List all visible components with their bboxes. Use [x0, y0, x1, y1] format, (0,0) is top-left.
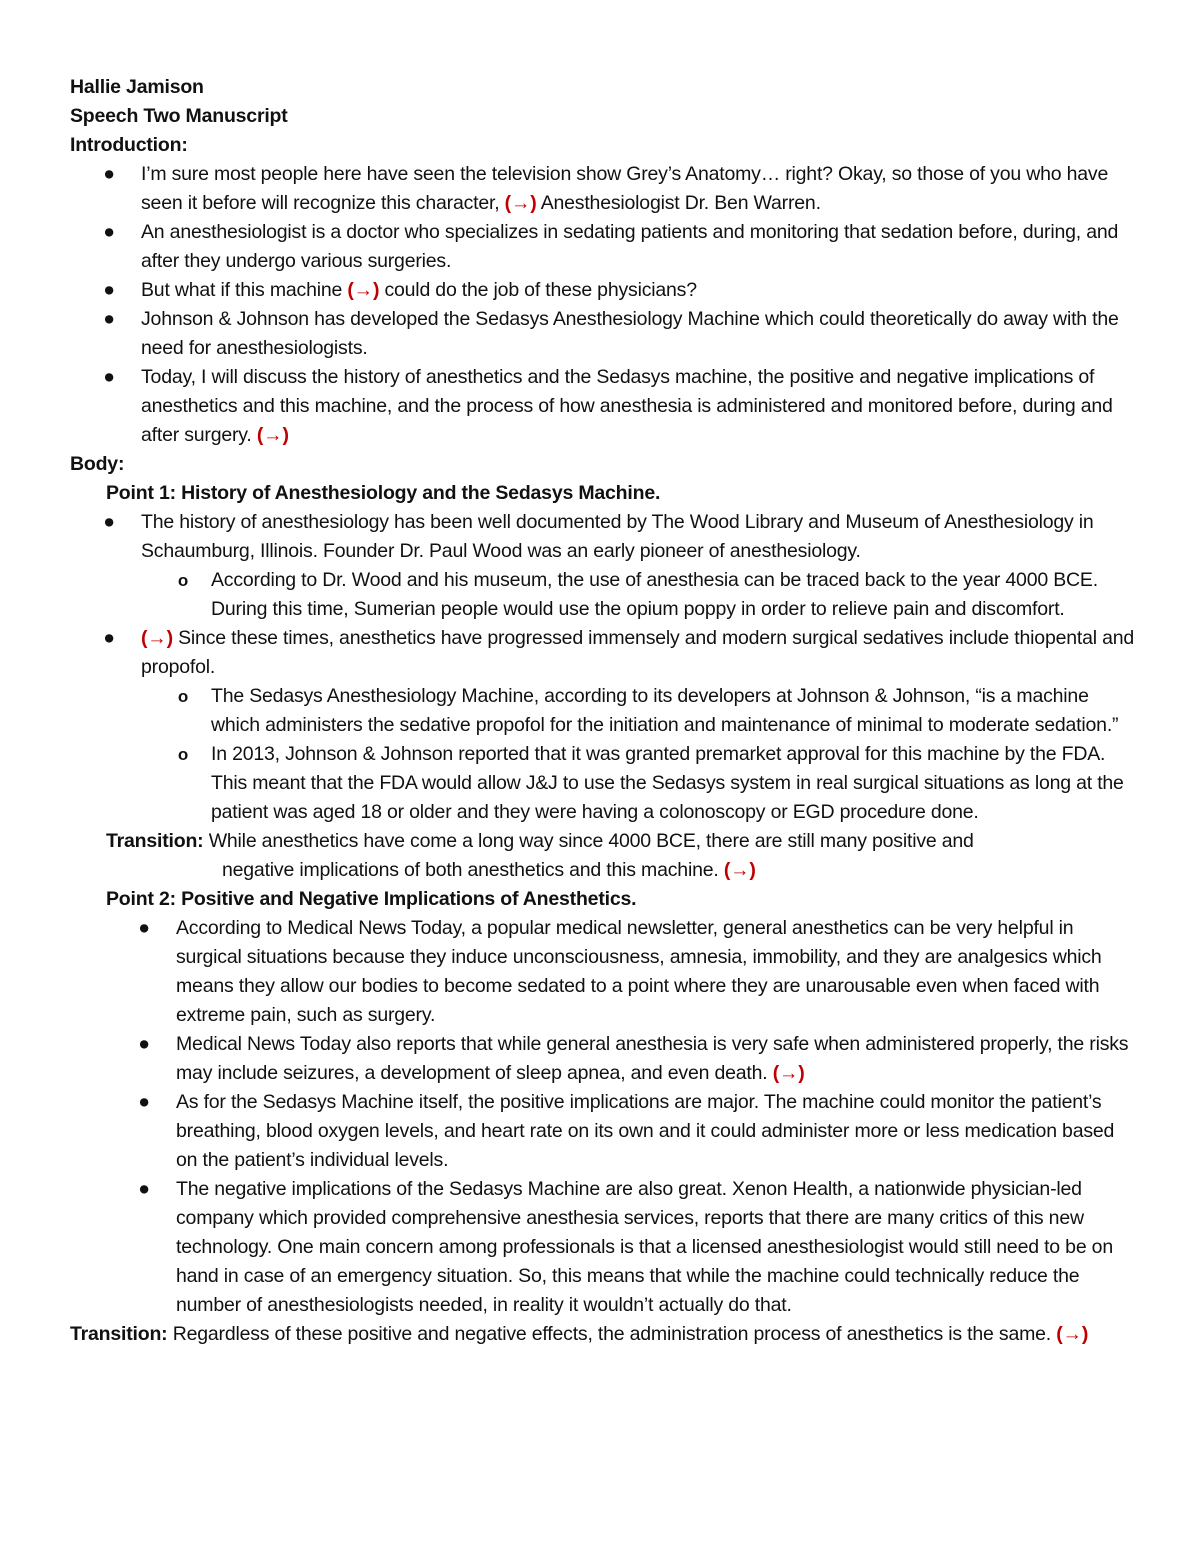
intro-bullet-3-after: could do the job of these physicians?: [379, 279, 697, 301]
point-2-bullet-2: [70, 1030, 1140, 1088]
slide-arrow-icon: (→): [141, 627, 173, 649]
intro-bullet-1-text: I’m sure most people here have seen the television show Grey’s Anatomy… right? Okay, so those of you who have seen it before will recognize this character,: [141, 163, 1109, 214]
point-2-bullet-2-text: Medical News Today also reports that while general anesthesia is very safe when administered properly, the risks may include seizures, a development of sleep apnea, and even death.: [176, 1033, 1129, 1084]
transition-2-label: Transition:: [70, 1323, 168, 1345]
point-2-heading: Point 2: Positive and Negative Implications of Anesthetics.: [106, 888, 637, 910]
bullet-icon: ●: [103, 308, 115, 330]
point-1-bullet-2-text: Since these times, anesthetics have progressed immensely and modern surgical sedatives include thiopental and propofol.: [141, 627, 1135, 678]
point-1-sub-bullet-1-text: According to Dr. Wood and his museum, the use of anesthesia can be traced back to the year 4000 BCE. During this time, Sumerian people would use the opium poppy in order to relieve pain and discomfort.: [211, 569, 1098, 620]
transition-1-label: Transition:: [106, 830, 204, 852]
bullet-icon: ●: [103, 366, 115, 388]
slide-arrow-icon: (→): [723, 859, 756, 881]
hollow-bullet-icon: o: [177, 687, 189, 706]
bullet-icon: ●: [103, 221, 115, 243]
slide-arrow-icon: (→): [347, 279, 380, 301]
point-1-sub-bullet-1: [70, 566, 1140, 624]
point-1-bullet-1: [70, 508, 1140, 566]
transition-2-text: Regardless of these positive and negative effects, the administration process of anesthetics is the same.: [167, 1323, 1057, 1345]
point-1-heading: Point 1: History of Anesthesiology and the Sedasys Machine.: [106, 482, 661, 504]
point-2-bullet-1: [70, 914, 1140, 1030]
point-1-sub-bullet-3-text: In 2013, Johnson & Johnson reported that it was granted premarket approval for this machine by the FDA. This meant that the FDA would allow J&J to use the Sedasys system in real surgical situations as long at the patient was aged 18 or older and they were having a colonoscopy or EGD procedure done.: [211, 743, 1124, 823]
intro-bullet-3-text: But what if this machine: [141, 279, 348, 301]
point-1-list: [70, 508, 1140, 827]
bullet-icon: ●: [138, 1178, 150, 1200]
point-2-bullet-1-text: According to Medical News Today, a popular medical newsletter, general anesthetics can be very helpful in surgical situations because they induce unconsciousness, amnesia, immobility, and they are analgesics which means they allow our bodies to become sedated to a point where they are unarousable even when faced with extreme pain, such as surgery.: [176, 917, 1102, 1026]
point-2-bullet-3-text: As for the Sedasys Machine itself, the positive implications are major. The machine could monitor the patient’s breathing, blood oxygen levels, and heart rate on its own and it could administer more or less medication based on the patient’s individual levels.: [176, 1091, 1115, 1171]
point-2-bullet-3: [70, 1088, 1140, 1175]
bullet-icon: ●: [103, 163, 115, 185]
bullet-icon: ●: [138, 917, 150, 939]
point-1-sub-bullet-3: [70, 740, 1140, 827]
point-2-bullet-4: [70, 1175, 1140, 1320]
bullet-icon: ●: [103, 511, 115, 533]
transition-2: [70, 1320, 1140, 1349]
intro-bullet-3: [70, 276, 1140, 305]
hollow-bullet-icon: o: [177, 571, 189, 590]
bullet-icon: ●: [103, 627, 115, 649]
transition-1: [70, 827, 1140, 885]
slide-arrow-icon: (→): [1056, 1323, 1089, 1345]
bullet-icon: ●: [103, 279, 115, 301]
point-2-list: [70, 914, 1140, 1320]
point-2-bullet-4-text: The negative implications of the Sedasys Machine are also great. Xenon Health, a nationwide physician-led company which provided comprehensive anesthesia services, reports that there are many critics of this new technology. One main concern among professionals is that a licensed anesthesiologist would still need to be on hand in case of an emergency situation. So, this means that while the machine could technically reduce the number of anesthesiologists needed, in reality it wouldn’t actually do that.: [176, 1178, 1113, 1316]
slide-arrow-icon: (→): [504, 192, 537, 214]
intro-bullet-2-text: An anesthesiologist is a doctor who specializes in sedating patients and monitoring that sedation before, during, and after they undergo various surgeries.: [141, 221, 1119, 272]
slide-arrow-icon: (→): [772, 1062, 805, 1084]
intro-bullet-5: [70, 363, 1140, 450]
intro-bullet-4: [70, 305, 1140, 363]
introduction-list: [70, 160, 1140, 450]
transition-1-line-1: While anesthetics have come a long way since 4000 BCE, there are still many positive and: [203, 830, 974, 852]
intro-bullet-1: [70, 160, 1140, 218]
point-1-bullet-2: [70, 624, 1140, 682]
transition-1-line-2: negative implications of both anesthetics and this machine.: [222, 859, 724, 881]
intro-bullet-1-after: Anesthesiologist Dr. Ben Warren.: [536, 192, 821, 214]
body-heading: Body:: [70, 453, 125, 475]
intro-bullet-2: [70, 218, 1140, 276]
slide-arrow-icon: (→): [256, 424, 289, 446]
intro-bullet-5-text: Today, I will discuss the history of anesthetics and the Sedasys machine, the positive and negative implications of anesthetics and this machine, and the process of how anesthesia is administered and monitored before, during and after surgery.: [141, 366, 1113, 446]
hollow-bullet-icon: o: [177, 745, 189, 764]
author-name: Hallie Jamison: [70, 76, 204, 98]
bullet-icon: ●: [138, 1091, 150, 1113]
point-1-bullet-1-text: The history of anesthesiology has been well documented by The Wood Library and Museum of Anesthesiology in Schaumburg, Illinois. Founder Dr. Paul Wood was an early pioneer of anesthesiology.: [141, 511, 1094, 562]
bullet-icon: ●: [138, 1033, 150, 1055]
introduction-heading: Introduction:: [70, 134, 188, 156]
intro-bullet-4-text: Johnson & Johnson has developed the Sedasys Anesthesiology Machine which could theoretically do away with the need for anesthesiologists.: [141, 308, 1119, 359]
point-1-sub-bullet-2: [70, 682, 1140, 740]
document-title: Speech Two Manuscript: [70, 105, 288, 127]
point-1-sub-bullet-2-text: The Sedasys Anesthesiology Machine, according to its developers at Johnson & Johnson, “is a machine which administers the sedative propofol for the initiation and maintenance of minimal to moderate sedation.”: [211, 685, 1119, 736]
